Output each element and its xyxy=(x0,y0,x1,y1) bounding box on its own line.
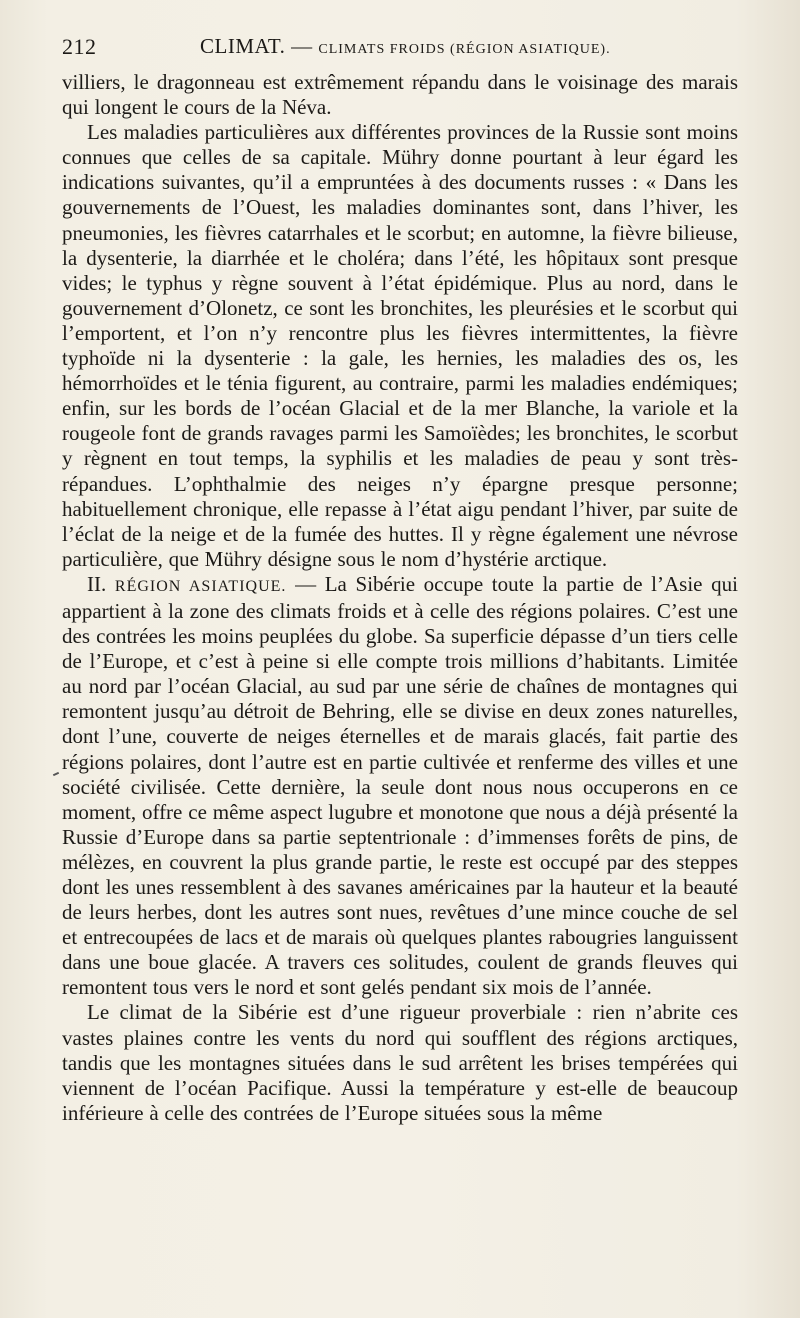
paragraph-siberian-climate: Le climat de la Sibérie est d’une rigueur proverbiale : rien n’abrite ces vastes plaines contre les vents du nord qui soufflent des régions arctiques, tandis que les montagnes situées dans le sud arrêtent les brises tempérées qui viennent de l’océan Pacifique. Aussi la température y est-elle de beaucoup inférieure à celle des contrées de l’Europe situées sous la même xyxy=(62,1000,738,1125)
paragraph-russian-provinces: Les maladies particulières aux différentes provinces de la Russie sont moins connues que celles de sa capitale. Mühry donne pourtant à leur égard les indications suivantes, qu’il a empruntées à des documents russes : « Dans les gouvernements de l’Ouest, les maladies dominantes sont, dans l’hiver, les pneumonies, les fièvres catarrhales et le scorbut; en automne, la fièvre bilieuse, la dysenterie, la diarrhée et le choléra; dans l’été, les hôpitaux sont presque vides; le typhus y règne souvent à l’état épidémique. Plus au nord, dans le gouvernement d’Olonetz, ce sont les bronchites, les pleurésies et le scorbut qui l’emportent, et l’on n’y rencontre plus les fièvres intermittentes, la fièvre typhoïde ni la dysenterie : la gale, les hernies, les maladies des os, les hémorrhoïdes et le ténia figurent, au contraire, parmi les maladies endémiques; enfin, sur les bords de l’océan Glacial et de la mer Blanche, la variole et la rougeole font de grands ravages parmi les Samoïèdes; les bronchites, le scorbut y règnent en tout temps, la syphilis et les maladies de peau y sont très-répandues. L’ophthalmie des neiges n’y épargne presque personne; habituellement chronique, elle repasse à l’état aigu pendant l’hiver, par suite de l’éclat de la neige et de la fumée des huttes. Il y règne également une névrose particulière, que Mühry désigne sous le nom d’hystérie arctique. xyxy=(62,120,738,571)
section-dash: — xyxy=(295,571,317,596)
running-separator: — xyxy=(291,34,313,58)
page-header xyxy=(62,34,738,64)
section-number: II. xyxy=(87,571,107,596)
page-number: 212 xyxy=(62,34,97,59)
running-title: CLIMAT. xyxy=(200,34,286,58)
margin-mark xyxy=(53,772,59,776)
body-text xyxy=(62,70,738,1126)
section-heading: RÉGION ASIATIQUE. xyxy=(114,577,287,595)
paragraph-asian-region xyxy=(62,572,738,1001)
running-head xyxy=(200,34,611,59)
running-subtitle: CLIMATS FROIDS (RÉGION ASIATIQUE). xyxy=(318,42,611,57)
section-text: La Sibérie occupe toute la partie de l’Asie qui appartient à la zone des climats froids et à celle des régions polaires. C’est une des contrées les moins peuplées du globe. Sa superficie dépasse d’un tiers celle de l’Europe, et c’est à peine si elle compte trois millions d’habitants. Limitée au nord par l’océan Glacial, au sud par une série de chaînes de montagnes qui remontent jusqu’au détroit de Behring, elle se divise en deux zones naturelles, dont l’une, couverte de neiges éternelles et de marais glacés, fait partie des régions polaires, dont l’autre est en partie cultivée et renferme des villes et une société civilisée. Cette dernière, la seule dont nous nous occuperons en ce moment, offre ce même aspect lugubre et monotone que nous a déjà présenté la Russie d’Europe dans sa partie septentrionale : d’immenses forêts de pins, de mélèzes, en couvrent la plus grande partie, le reste est occupé par des steppes dont les unes ressemblent à des savanes américaines par la hauteur et la beauté de leurs herbes, dont les autres sont nues, revêtues d’une mince couche de sel et entrecoupées de lacs et de marais où quelques plantes rabougries languissent dans une boue glacée. A travers ces solitudes, coulent de grands fleuves qui remontent tous vers le nord et sont gelés pendant six mois de l’année. xyxy=(62,571,738,1000)
paragraph-continuation: villiers, le dragonneau est extrêmement répandu dans le voisinage des marais qui longent le cours de la Néva. xyxy=(62,70,738,120)
